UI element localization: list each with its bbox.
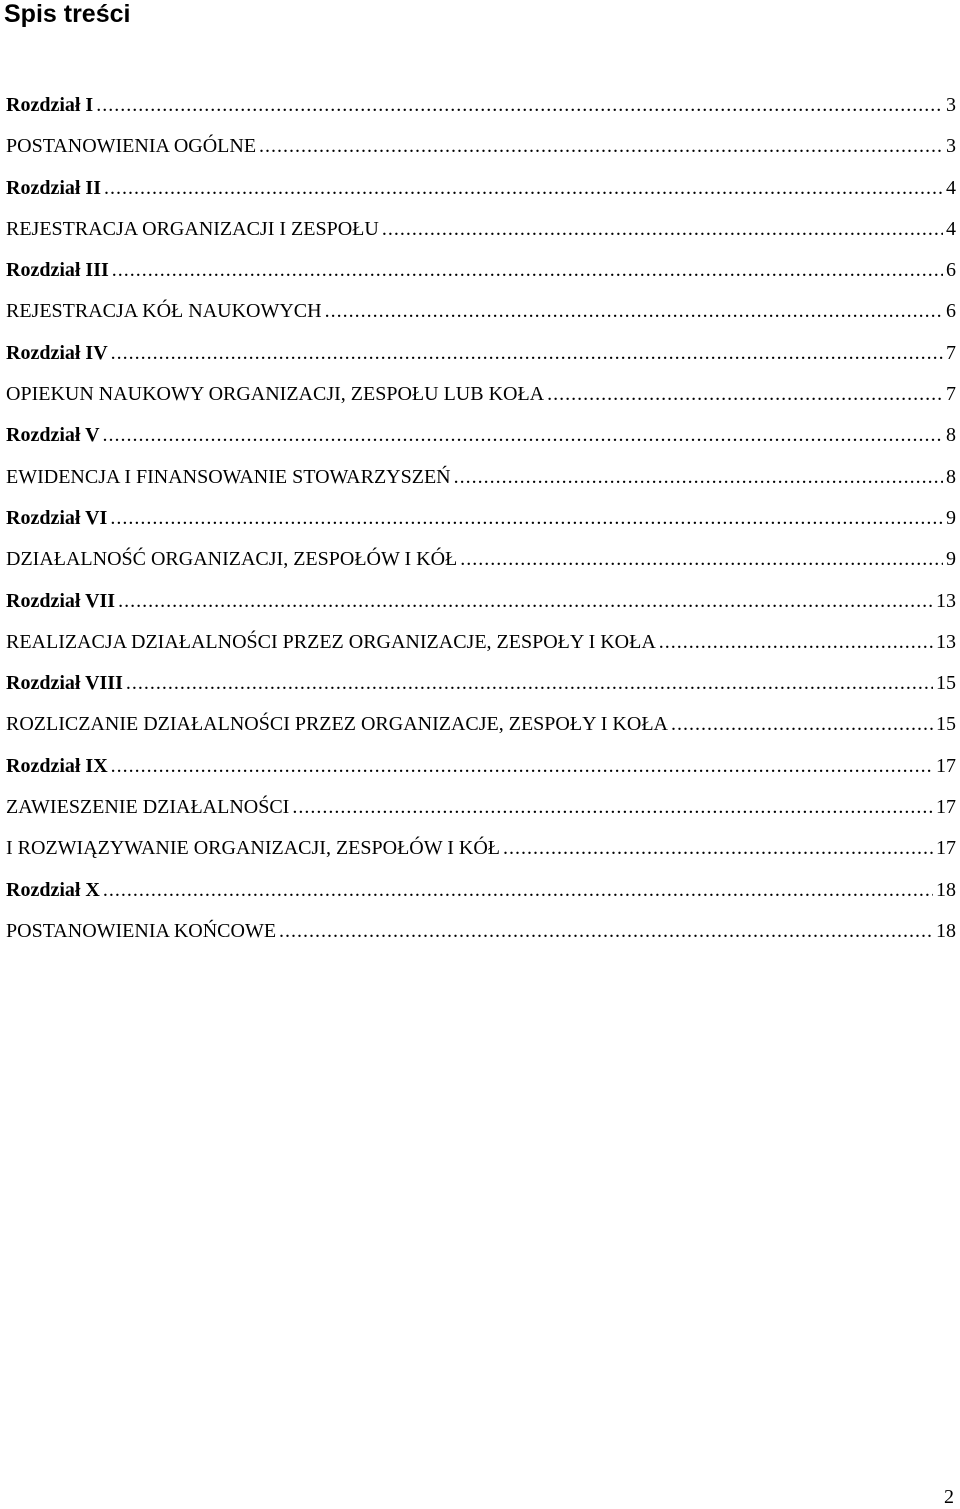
- toc-entry-label: Rozdział VI: [6, 506, 108, 529]
- toc-entry-label: REJESTRACJA ORGANIZACJI I ZESPOŁU: [6, 217, 379, 240]
- toc-entry-label: REJESTRACJA KÓŁ NAUKOWYCH: [6, 300, 322, 323]
- toc-entry-opiekun-naukowy[interactable]: [6, 381, 956, 422]
- toc-entry-page: 4: [946, 176, 956, 199]
- dot-leader: [103, 422, 943, 448]
- toc-entry-postanowienia-ogolne[interactable]: [6, 133, 956, 174]
- toc-entry-chapter-10[interactable]: [6, 877, 956, 918]
- toc-entry-rejestracja-organizacji[interactable]: [6, 216, 956, 257]
- toc-entry-label: ROZLICZANIE DZIAŁALNOŚCI PRZEZ ORGANIZACJE, ZESPOŁY I KOŁA: [6, 713, 668, 736]
- dot-leader: [111, 340, 943, 366]
- toc-entry-page: 17: [936, 796, 956, 819]
- toc-entry-rozwiazywanie[interactable]: [6, 835, 956, 876]
- toc-entry-label: Rozdział II: [6, 176, 101, 199]
- toc-entry-chapter-7[interactable]: [6, 588, 956, 629]
- toc-entry-label: Rozdział IX: [6, 754, 108, 777]
- dot-leader: [503, 835, 933, 861]
- dot-leader: [547, 381, 943, 407]
- toc-entry-label: OPIEKUN NAUKOWY ORGANIZACJI, ZESPOŁU LUB KOŁA: [6, 383, 545, 406]
- dot-leader: [126, 670, 933, 696]
- toc-entry-postanowienia-koncowe[interactable]: [6, 918, 956, 959]
- toc-entry-page: 9: [946, 548, 956, 571]
- dot-leader: [110, 505, 943, 531]
- toc-entry-page: 8: [946, 465, 956, 488]
- dot-leader: [118, 588, 933, 614]
- dot-leader: [671, 711, 933, 737]
- toc-entry-dzialalnosc[interactable]: [6, 546, 956, 587]
- toc-entry-chapter-3[interactable]: [6, 257, 956, 298]
- dot-leader: [111, 753, 933, 779]
- dot-leader: [112, 257, 943, 283]
- dot-leader: [325, 298, 943, 324]
- toc-entry-chapter-1[interactable]: [6, 92, 956, 133]
- toc-list: [6, 92, 956, 959]
- toc-entry-label: Rozdział IV: [6, 341, 108, 364]
- dot-leader: [104, 175, 943, 201]
- dot-leader: [382, 216, 943, 242]
- dot-leader: [460, 546, 943, 572]
- dot-leader: [279, 918, 933, 944]
- toc-entry-label: Rozdział VII: [6, 589, 116, 612]
- toc-entry-label: Rozdział III: [6, 259, 109, 282]
- toc-entry-page: 3: [946, 94, 956, 116]
- toc-entry-chapter-8[interactable]: [6, 670, 956, 711]
- toc-entry-page: 8: [946, 424, 956, 447]
- toc-entry-page: 13: [936, 589, 956, 612]
- toc-entry-page: 7: [946, 341, 956, 364]
- dot-leader: [259, 133, 943, 159]
- toc-entry-page: 18: [936, 878, 956, 901]
- toc-entry-label: POSTANOWIENIA OGÓLNE: [6, 135, 257, 158]
- dot-leader: [659, 629, 933, 655]
- toc-entry-zawieszenie[interactable]: [6, 794, 956, 835]
- toc-entry-page: 6: [946, 259, 956, 282]
- toc-entry-page: 17: [936, 754, 956, 777]
- toc-entry-chapter-6[interactable]: [6, 505, 956, 546]
- toc-entry-page: 6: [946, 300, 956, 323]
- toc-entry-page: 15: [936, 672, 956, 695]
- toc-entry-label: I ROZWIĄZYWANIE ORGANIZACJI, ZESPOŁÓW I KÓŁ: [6, 837, 501, 860]
- dot-leader: [454, 464, 943, 490]
- toc-entry-chapter-4[interactable]: [6, 340, 956, 381]
- toc-entry-page: 3: [946, 135, 956, 158]
- toc-entry-label: ZAWIESZENIE DZIAŁALNOŚCI: [6, 796, 290, 819]
- dot-leader: [103, 877, 933, 903]
- toc-entry-page: 17: [936, 837, 956, 860]
- toc-entry-chapter-9[interactable]: [6, 753, 956, 794]
- toc-entry-page: 4: [946, 217, 956, 240]
- toc-entry-page: 18: [936, 919, 956, 942]
- toc-entry-rozliczanie[interactable]: [6, 711, 956, 752]
- toc-entry-label: Rozdział I: [6, 94, 94, 116]
- toc-entry-page: 15: [936, 713, 956, 736]
- toc-entry-realizacja[interactable]: [6, 629, 956, 670]
- page-number: 2: [944, 1486, 954, 1508]
- dot-leader: [292, 794, 933, 820]
- toc-entry-rejestracja-kol[interactable]: [6, 298, 956, 339]
- dot-leader: [96, 92, 943, 118]
- toc-entry-label: EWIDENCJA I FINANSOWANIE STOWARZYSZEŃ: [6, 465, 451, 488]
- toc-entry-label: REALIZACJA DZIAŁALNOŚCI PRZEZ ORGANIZACJE, ZESPOŁY I KOŁA: [6, 630, 656, 653]
- toc-entry-page: 7: [946, 383, 956, 406]
- toc-entry-label: DZIAŁALNOŚĆ ORGANIZACJI, ZESPOŁÓW I KÓŁ: [6, 548, 458, 571]
- toc-entry-chapter-5[interactable]: [6, 422, 956, 463]
- toc-entry-page: 9: [946, 506, 956, 529]
- toc-entry-label: Rozdział X: [6, 878, 100, 901]
- toc-entry-label: POSTANOWIENIA KOŃCOWE: [6, 919, 277, 942]
- toc-entry-label: Rozdział VIII: [6, 672, 123, 695]
- toc-heading: Spis treści: [4, 0, 131, 28]
- toc-entry-ewidencja[interactable]: [6, 464, 956, 505]
- toc-entry-page: 13: [936, 630, 956, 653]
- toc-entry-label: Rozdział V: [6, 424, 100, 447]
- toc-entry-chapter-2[interactable]: [6, 175, 956, 216]
